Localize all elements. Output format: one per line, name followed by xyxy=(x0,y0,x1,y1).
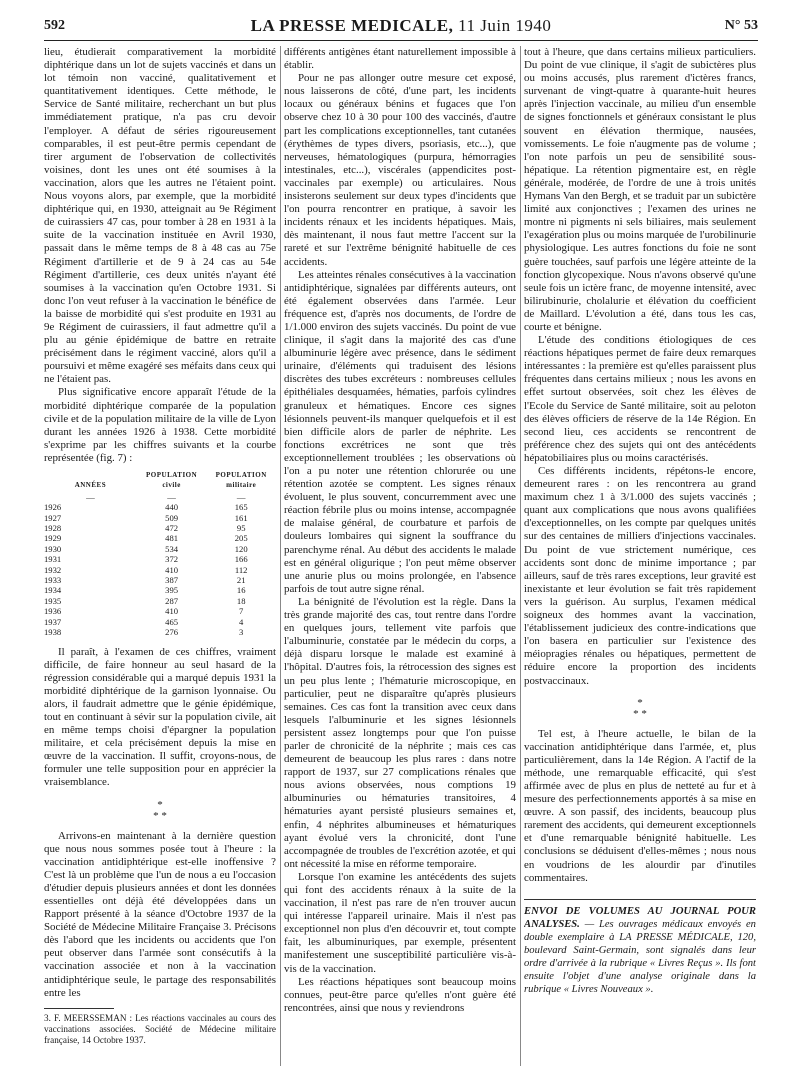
section-separator: * * * xyxy=(153,798,167,822)
paragraph: Tel est, à l'heure actuelle, le bilan de la vaccination antidiphtérique dans l'armée, et, plus particulièrement, dans la 14e Région. A l'actif de la méthode, une remarquable efficacité, qui s'est affirmée avec de plus en plus de netteté au fur et à mesure des perfectionnements apportés à sa mise en œuvre. A son passif, des incidents, beaucoup plus rarement des accidents, qui demeurent exceptionnels et d'une remarquable bénignité habituelle. Les conclusions se déduisent d'elles-mêmes ; nous nous en voudrions de les alourdir par d'inutiles commentaires. xyxy=(524,727,756,884)
table-cell-civil: 276 xyxy=(165,627,179,638)
table-cell-year: 1926 xyxy=(44,502,62,513)
table-cell-civil: 481 xyxy=(165,533,179,544)
table-cell-military: 165 xyxy=(234,502,248,513)
table-cell-civil: 465 xyxy=(165,616,179,627)
table-cell-year: 1928 xyxy=(44,523,62,534)
table-cell-year: 1931 xyxy=(44,554,62,565)
table-row xyxy=(44,617,276,627)
table-cell-civil: 534 xyxy=(165,543,179,554)
column-2 xyxy=(284,46,516,1076)
table-row xyxy=(44,513,276,523)
paragraph: Lorsque l'on examine les antécédents des sujets qui font des accidents rénaux à la suite de la vaccination, il n'est pas rare de n'en trouver aucun qui intéresse l'appareil urinaire. Mais il n'est pas exceptionnel non plus d'en découvrir et, tout compte fait, les albuminuriques, par exemple, présentent manifestement une susceptibilité particulière vis-à-vis de la vaccination. xyxy=(284,870,516,975)
header-rule xyxy=(44,40,758,41)
table-cell-military: 21 xyxy=(236,575,246,586)
table-header-civil: POPULATION civile xyxy=(146,471,198,490)
column-divider xyxy=(280,46,281,1066)
paragraph: tout à l'heure, que dans certains milieux particuliers. Du point de vue clinique, il s'agit de subictères plus ou moins accusés, plus rarement d'ictères francs, survenant de vingt-quatre à quarante-huit heures après l'injection vaccinale, au milieu d'un ensemble de signes fonctionnels et généraux consistant le plus souvent en élévation thermique, nausées, vomissements. Le foie n'augmente pas de volume ; l'on note parfois un peu de sensibilité sous-hépatique. La rétention pigmentaire est, en règle générale, modérée, de l'ordre de une à trois unités Hymans Van den Bergh, et se traduit par un subictère limité aux conjonctives ; l'examen des urines ne montre ni pigments ni sels biliaires, mais seulement l'exagération plus ou moins marquée de l'urobilinurie physiologique. Les autres fonctions du foie ne sont guère touchées, sauf parfois une légère atteinte de la fonction glycopexique. Nous n'avons observé qu'une seule fois un ictère franc, de moyenne intensité, avec bilirubinurie, cholalurie et élévation du coefficient de Maillard. L'évolution a été, dans tous les cas, courte et bénigne. xyxy=(524,46,756,333)
table-cell-civil: 387 xyxy=(165,575,179,586)
paragraph: Les atteintes rénales consécutives à la vaccination antidiphtérique, signalées par différents auteurs, ont été également observées dans l'armée. Leur fréquence est, d'après nos documents, de l'ordre de 1/1.000 environ des sujets vaccinés. Du point de vue clinique, il s'agit dans la majorité des cas d'une albuminurie légère avec présence, dans le sédiment urinaire, d'éléments qui traduisent des lésions discrètes des tubes excréteurs : nombreuses cellules épithéliales desquamées, hématies, parfois cylindres granuleux et hématiques. Encore ces signes lésionnels peuvent-ils manquer quelquefois et il est bien difficile alors de parler de néphrite. Les fonctions excrétrices ne sont que très exceptionnellement troublées ; les observations où l'on a pu noter une rétention chlorurée ou une rétention azotée se comptent. Les signes rénaux évoluent, le plus souvent, concurremment avec une réaction fébrile plus ou moins intense, accompagnée de malaise général, de courbature et parfois de douleurs lombaires qui signent la souffrance du parenchyme rénal. Au début des accidents le malade est en général oligurique ; l'on peut même observer une anurie plus ou moins prolongée, en l'absence parfois de tout autre signe rénal. xyxy=(284,268,516,595)
footnote-rule xyxy=(44,1008,114,1009)
table-cell-civil: 440 xyxy=(165,502,179,513)
table-cell-year: 1933 xyxy=(44,575,62,586)
table-cell-civil: 509 xyxy=(165,512,179,523)
issue-number: N° 53 xyxy=(724,18,758,33)
table-cell-civil: 287 xyxy=(165,595,179,606)
table-cell-military: 18 xyxy=(236,595,246,606)
column-divider xyxy=(520,46,521,1066)
table-row xyxy=(44,533,276,543)
table-dash: — xyxy=(167,491,176,502)
table-cell-year: 1927 xyxy=(44,512,62,523)
table-cell-military: 7 xyxy=(239,606,244,617)
table-row xyxy=(44,502,276,512)
table-header-military: POPULATION militaire xyxy=(215,471,267,490)
notice-box xyxy=(524,899,756,996)
table-cell-military: 205 xyxy=(234,533,248,544)
journal-title-line xyxy=(44,16,758,36)
paragraph: Plus significative encore apparaît l'étude de la morbidité diphtérique comparée de la population civile et de la population militaire de la ville de Lyon durant les années 1926 à 1938. Cette morbidité s'exprime par les chiffres suivants et la courbe représentée (fig. 7) : xyxy=(44,386,276,464)
table-row xyxy=(44,523,276,533)
table-cell-year: 1934 xyxy=(44,585,62,596)
table-cell-military: 112 xyxy=(234,564,248,575)
table-row xyxy=(44,554,276,564)
section-separator: * * * xyxy=(633,696,647,720)
table-cell-military: 3 xyxy=(239,627,244,638)
journal-name: LA PRESSE MEDICALE, xyxy=(250,16,454,35)
notice-title: ENVOI DE VOLUMES AU JOURNAL POUR ANALYSES. xyxy=(524,905,756,930)
table-cell-civil: 372 xyxy=(165,554,179,565)
table-cell-year: 1935 xyxy=(44,595,62,606)
table-cell-military: 120 xyxy=(234,543,248,554)
table-cell-year: 1937 xyxy=(44,616,62,627)
table-cell-civil: 410 xyxy=(165,564,179,575)
table-dash: — xyxy=(236,491,246,502)
table-row xyxy=(44,575,276,585)
table-cell-year: 1929 xyxy=(44,533,62,544)
paragraph: Il paraît, à l'examen de ces chiffres, vraiment difficile, de faire honneur au seul hasard de la régression considérable qui a marqué depuis 1931 la morbidité diphtérique de la garnison lyonnaise. Ou alors, il faudrait admettre que le génie épidémique, tout en continuant à sévir sur la population civile, ait en même temps choisi d'épargner la population militaire, et cela précisément depuis la mise en œuvre de la vaccination. Il suffit, croyons-nous, de formuler une telle supposition pour en apprécier la vraisemblance. xyxy=(44,645,276,789)
table-cell-military: 161 xyxy=(234,512,248,523)
column-3 xyxy=(524,46,756,1076)
table-cell-military: 95 xyxy=(236,523,246,534)
paragraph: Pour ne pas allonger outre mesure cet exposé, nous laisserons de côté, d'une part, les incidents locaux ou généraux bénins et fugaces que l'on observe chez 10 à 30 pour 100 des vaccinés, d'autre part les complications exceptionnelles, tant cutanées (érythèmes de types divers, psoriasis, etc...), que nerveuses, hématologiques (purpura, hémorragies intestinales, etc...), viscérales (appendicites post-vaccinales par exemple) ou articulaires. Nous insisterons seulement sur deux types d'incidents que l'on pourra rencontrer en pratique, à savoir les incidents rénaux et les incidents hépatiques. Mais, dès maintenant, il nous faut mettre l'accent sur la rareté et sur l'extrême bénignité habituelle de ces accidents. xyxy=(284,72,516,268)
footnote: 3. F. MEERSSEMAN : Les réactions vaccinales au cours des vaccinations associées. Société de Médecine militaire française, 14 Octobre 1937. xyxy=(44,1012,276,1045)
paragraph: lieu, étudierait comparativement la morbidité diphtérique dans un lot de sujets vaccinés et dans un lot témoin non vacciné, qualitativement et quantitativement identiques. Cette méthode, le Service de Santé militaire, recherchant un but plus immédiatement pratique, n'a pas cru devoir l'employer. A défaut de séries rigoureusement comparables, il est peut-être permis cependant de tirer argument de l'observation de collectivités voisines, dont les unes ont été soumises à la vaccination, alors que les autres ne l'étaient point. Nous voyons alors, par exemple, que la morbidité diphtérique qui, en 1930, atteignait au 9e Régiment de cuirassiers 47 cas, pour tomber à 28 en 1931 à la suite de la vaccination instituée en Avril 1930, passait dans le même temps de 8 à 48 cas au 75e Régiment d'artillerie et de 9 à 24 cas au 54e Régiment d'artillerie, ces deux unités n'ayant été soumises à la vaccination qu'en Octobre 1931. Si donc l'on veut refuser à la vaccination le bénéfice de la baisse de morbidité qui s'est produite en 1931 au 9e Régiment de cuirassiers, il faut admettre qu'il a plu au génie épidémique de battre en retraite précisément dans le régiment vacciné, alors qu'il a poursuivi et même exagéré ses méfaits dans ceux qui ne l'étaient pas. xyxy=(44,46,276,386)
column-1 xyxy=(44,46,276,1076)
table-cell-year: 1938 xyxy=(44,627,62,638)
paragraph: L'étude des conditions étiologiques de ces réactions hépatiques permet de faire deux remarques intéressantes : la première est qu'elles paraissent plus fréquentes dans certains milieux ; nous les avons en effet surtout observées, soit chez les élèves de l'Ecole du Service de Santé militaire, soit au peloton des élèves officiers de réserve de la 14e Région. En second lieu, ces accidents se rencontrent de préférence chez des sujets qui ont des antécédents hépatobiliaires plus ou moins caractérisés. xyxy=(524,334,756,464)
paragraph: différents antigènes étant naturellement impossible à établir. xyxy=(284,46,516,72)
table-row xyxy=(44,585,276,595)
table-cell-year: 1936 xyxy=(44,606,62,617)
table-row xyxy=(44,565,276,575)
morbidity-table xyxy=(44,469,276,638)
table-body xyxy=(44,502,276,637)
page-number: 592 xyxy=(44,18,65,33)
table-cell-civil: 472 xyxy=(165,523,179,534)
paragraph: Les réactions hépatiques sont beaucoup moins connues, peut-être parce qu'elles n'ont guère été rencontrées, ainsi que nous y reviendrons xyxy=(284,975,516,1014)
table-row xyxy=(44,627,276,637)
paragraph: Arrivons-en maintenant à la dernière question que nous nous sommes posée tout à l'heure : la vaccination antidiphtérique est-elle inoffensive ? C'est là un problème que l'un de nous a eu l'occasion d'étudier depuis plusieurs années et dont les données essentielles ont déjà été développées dans un Rapport présenté à la séance d'Octobre 1937 de la Société de Médecine Militaire Française 3. Précisons dès l'abord que les incidents ou accidents que l'on peut observer dans l'armée sont consécutifs à la vaccination associée et non à la vaccination antidiphtérique seule, le partage des responsabilités entre les xyxy=(44,829,276,999)
table-cell-military: 166 xyxy=(234,554,248,565)
table-row xyxy=(44,544,276,554)
issue-date: 11 Juin 1940 xyxy=(458,16,552,35)
paragraph: Ces différents incidents, répétons-le encore, demeurent rares : on les rencontrera au grand maximum chez 1 à 3/1.000 des sujets vaccinés ; quant aux complications que nous avons qualifiées d'exceptionnelles, on les compte par quelques unités sur des centaines de milliers d'injections vaccinales. Du point de vue strictement numérique, ces accidents sont donc de minime importance ; par ailleurs, sauf de très rares exceptions, leur gravité est inexistante et leur évolution se fait très rapidement vers la guérison. Au surplus, l'examen médical soigneux des hommes avant la vaccination, l'établissement judicieux des contre-indications que l'on basera en particulier sur l'existence des méiopragies rénales ou hépatiques, permettent de réduire encore la proportion des incidents postvaccinaux. xyxy=(524,465,756,687)
table-dash: — xyxy=(86,491,95,502)
table-row xyxy=(44,596,276,606)
table-header-year: ANNÉES xyxy=(74,481,107,490)
table-cell-civil: 395 xyxy=(165,585,179,596)
notice-text: — Les ouvrages médicaux envoyés en double exemplaire à LA PRESSE MÉDICALE, 120, boulevard Saint-Germain, sont signalés dans leur ordre d'arrivée à la rubrique « Livres Reçus ». Ils font ensuite l'objet d'une analyse originale dans la rubrique « Livres Nouveaux ». xyxy=(524,918,756,995)
table-cell-civil: 410 xyxy=(165,606,179,617)
table-cell-year: 1930 xyxy=(44,543,62,554)
table-cell-military: 4 xyxy=(239,616,244,627)
paragraph: La bénignité de l'évolution est la règle. Dans la très grande majorité des cas, tout rentre dans l'ordre en quelques jours, tellement vite parfois que l'albuminurie, constatée par le médecin du corps, a déjà disparu lorsque le malade est examiné à l'hôpital. D'autres fois, la rétrocession des signes est un peu plus lente ; l'hématurie microscopique, en particulier, peut ne disparaître qu'après plusieurs semaines. Ces cas font la transition avec ceux dans lesquels l'albuminurie et les signes lésionnels persistent assez longtemps pour que l'on puisse parler de chronicité de la néphrite ; mais ces cas demeurent de beaucoup les plus rares : dans notre rapport de 1937, sur 27 complications rénales que nous avions observées, nous comptions 19 albuminuries ou hématuries transitoires, 4 hématuries ayant persisté plusieurs semaines et, enfin, 4 néphrites albumineuses et hématuriques ayant évolué vers la chronicité, dont l'une accompagnée de troubles de l'excrétion azotée, et qui ont nécessité la mise en réforme temporaire. xyxy=(284,595,516,870)
table-cell-military: 16 xyxy=(236,585,246,596)
page-header xyxy=(44,18,758,40)
table-cell-year: 1932 xyxy=(44,564,62,575)
table-row xyxy=(44,606,276,616)
